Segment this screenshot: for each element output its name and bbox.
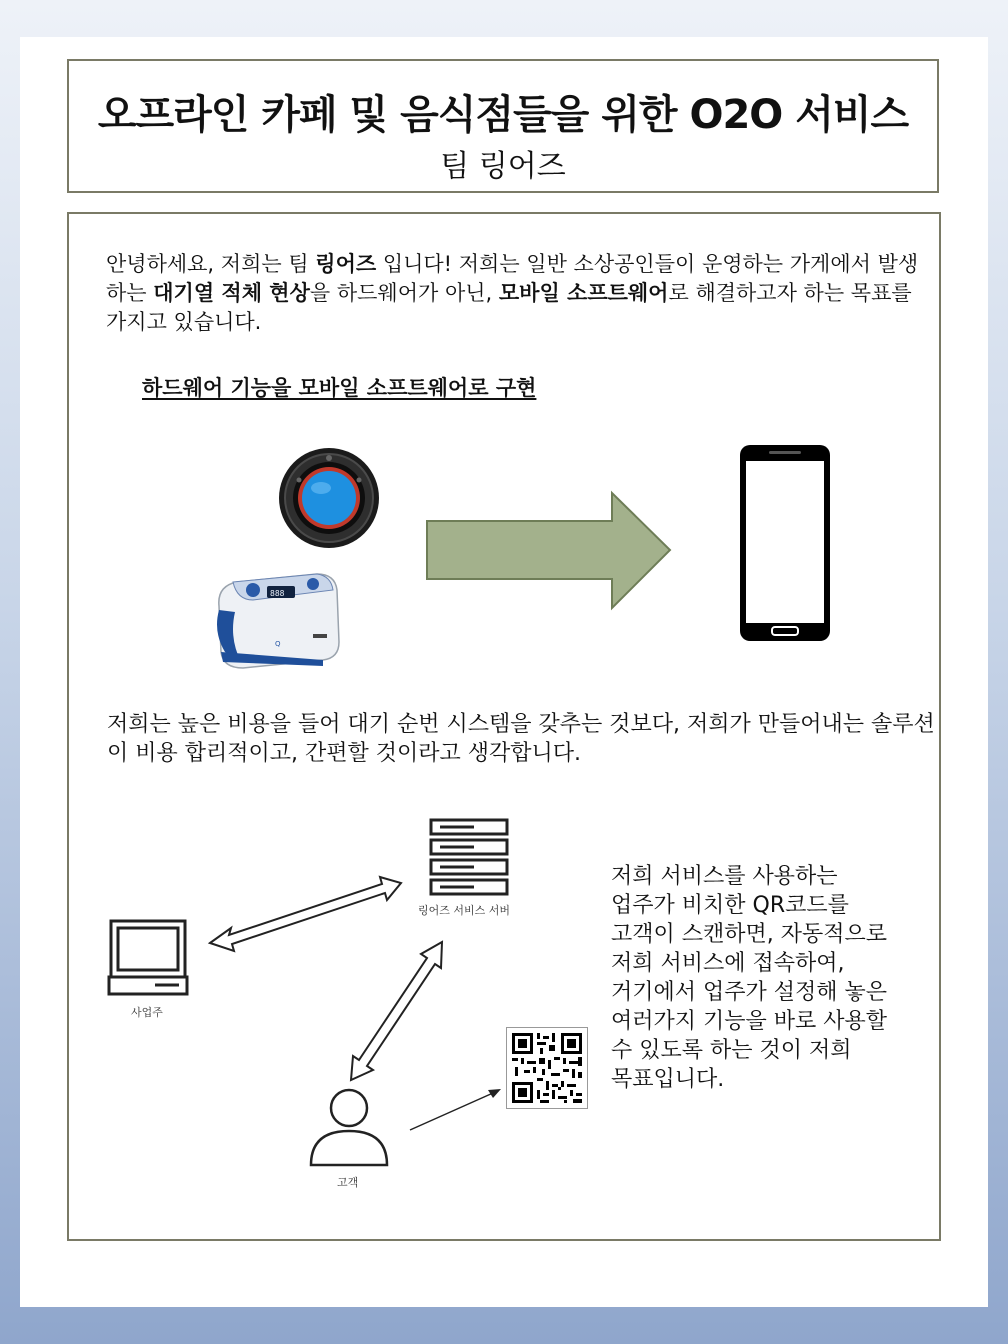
title-box — [67, 59, 939, 193]
svg-text:Q: Q — [275, 640, 281, 648]
server-label: 링어즈 서비스 서버 — [418, 904, 511, 917]
cost-paragraph: 저희는 높은 비용을 들어 대기 순번 시스템을 갖추는 것보다, 저희가 만들어내는 솔루션이 비용 합리적이고, 간편할 것이라고 생각합니다. — [107, 712, 935, 766]
service-description — [611, 862, 931, 1094]
intro-text-1: 안녕하세요, 저희는 팀 — [106, 252, 316, 276]
customer-label: 고객 — [337, 1176, 359, 1189]
poster-sheet — [20, 37, 988, 1307]
qr-code-icon — [506, 1027, 588, 1109]
section-heading: 하드웨어 기능을 모바일 소프트웨어로 구현 — [142, 376, 537, 400]
team-name: 팀 링어즈 — [440, 149, 566, 184]
intro-text-2: 입니다! 저희는 일반 소상공인들이 운영하는 가게에서 발생하는 — [106, 252, 919, 305]
service-line: 거기에서 업주가 설정해 놓은 — [611, 980, 888, 1005]
service-line: 고객이 스캔하면, 자동적으로 — [611, 922, 888, 947]
service-line: 목표입니다. — [611, 1067, 725, 1092]
intro-text-4: 로 해결하고자 하는 목표를 가지고 있습니다. — [106, 281, 912, 334]
service-line: 여러가지 기능을 바로 사용할 — [611, 1009, 888, 1034]
customer-qr-arrow — [410, 1089, 501, 1130]
person-icon — [309, 1087, 389, 1167]
intro-text-3: 을 하드웨어가 아닌, — [309, 281, 499, 305]
intro-solution-bold: 모바일 소프트웨어 — [498, 281, 669, 305]
service-line: 업주가 비치한 QR코드를 — [611, 893, 849, 918]
content-box — [67, 212, 941, 1241]
service-line: 저희 서비스에 접속하여, — [611, 951, 845, 976]
intro-team-bold: 링어즈 — [315, 252, 377, 276]
service-line: 수 있도록 하는 것이 저희 — [611, 1038, 852, 1063]
service-line: 저희 서비스를 사용하는 — [611, 864, 838, 889]
owner-label: 사업주 — [131, 1006, 163, 1019]
owner-server-double-arrow — [210, 877, 401, 951]
svg-text:888: 888 — [270, 589, 285, 598]
intro-problem-bold: 대기열 적체 현상 — [153, 281, 310, 305]
customer-server-double-arrow — [351, 942, 442, 1080]
page-title: 오프라인 카페 및 음식점들을 위한 O2O 서비스 — [97, 92, 909, 138]
